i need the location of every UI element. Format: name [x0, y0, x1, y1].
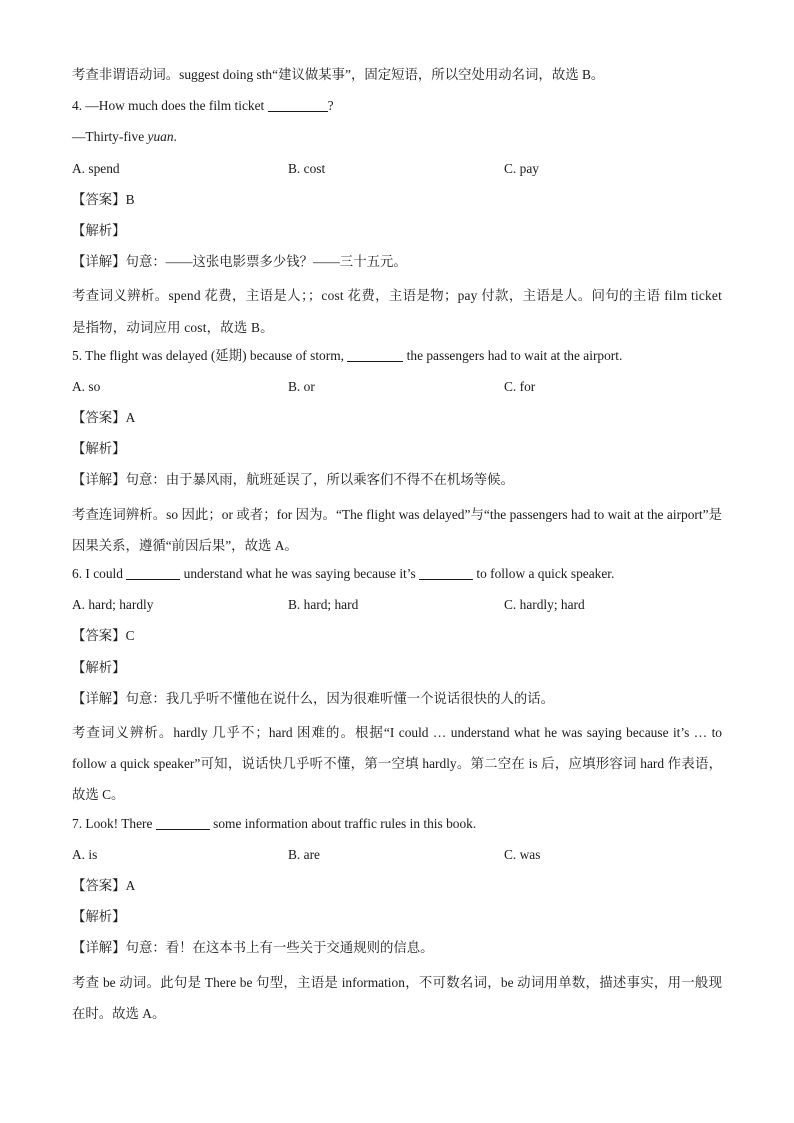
stem-text: 6. I could [72, 566, 127, 582]
stem-text-middle: understand what he was saying because it’s [180, 566, 420, 582]
option-b: B. are [288, 846, 320, 862]
analysis-label: 【解析】 [72, 222, 126, 238]
answer-blank [268, 97, 328, 112]
stem-text-end: to follow a quick speaker. [473, 566, 615, 582]
question-5 [72, 343, 722, 561]
options-row [72, 842, 722, 873]
answer-line [72, 623, 722, 654]
answer-blank [156, 815, 210, 830]
answer-value: C [125, 628, 135, 644]
reply-italic: yuan [147, 129, 174, 145]
option-c: C. hardly; hard [504, 597, 585, 613]
reply-end: . [173, 129, 177, 145]
explanation: 考查 be 动词。此句是 There be 句型，主语是 information，不可数名词，be 动词用单数，描述事实，用一般现在时。故选 A。 [72, 974, 722, 1021]
detail-line: 【详解】句意：——这张电影票多少钱？——三十五元。 [72, 254, 407, 270]
options-row [72, 592, 722, 623]
question-stem [72, 561, 722, 592]
analysis-label: 【解析】 [72, 659, 126, 675]
option-c: C. was [504, 846, 541, 862]
stem-text: 4. —How much does the film ticket [72, 98, 268, 114]
stem-text-end: some information about traffic rules in this book. [209, 815, 477, 831]
option-a: A. spend [72, 160, 120, 176]
answer-blank [347, 347, 403, 362]
answer-value: B [125, 191, 135, 207]
document-page [72, 62, 722, 1029]
answer-blank-2 [419, 565, 473, 580]
answer-label: 【答案】 [72, 628, 126, 644]
option-c: C. for [504, 378, 536, 394]
stem-text: 7. Look! There [72, 815, 156, 831]
answer-blank-1 [126, 565, 180, 580]
answer-label: 【答案】 [72, 410, 126, 426]
intro-explanation: 考查非谓语动词。suggest doing sth“建议做某事”，固定短语，所以空处用动名词，故选 B。 [72, 67, 605, 82]
explanation: 考查连词辨析。so 因此；or 或者；for 因为。“The flight was delayed”与“the passengers had to wait at the airport”是因果关系，遵循“前因后果”，故选 A。 [72, 506, 722, 553]
option-b: B. hard; hard [288, 597, 359, 613]
answer-label: 【答案】 [72, 191, 126, 207]
options-row [72, 374, 722, 405]
question-reply [72, 124, 722, 155]
stem-text: 5. The flight was delayed (延期) because of storm, [72, 347, 348, 363]
question-stem [72, 343, 722, 374]
analysis-label: 【解析】 [72, 441, 126, 457]
explanation: 考查词义辨析。hardly 几乎不；hard 困难的。根据“I could … understand what he was saying because it’s … to follow a quick speaker”可知，说话快几乎听不懂，第一空填 hardly。第二空在 is 后，应填形容词 hard 作表语，故选 C。 [72, 725, 722, 803]
analysis-label: 【解析】 [72, 909, 126, 925]
detail-line: 【详解】句意：由于暴风雨，航班延误了，所以乘客们不得不在机场等候。 [72, 472, 514, 488]
answer-line [72, 187, 722, 218]
reply-text: —Thirty-five [72, 129, 148, 145]
explanation: 考查词义辨析。spend 花费，主语是人；；cost 花费，主语是物；pay 付款，主语是人。问句的主语 film ticket 是指物，动词应用 cost，故选 B。 [72, 288, 722, 335]
answer-label: 【答案】 [72, 877, 126, 893]
option-a: A. so [72, 378, 101, 394]
question-stem [72, 93, 722, 124]
option-a: A. hard; hardly [72, 597, 154, 613]
question-7 [72, 811, 722, 1029]
option-c: C. pay [504, 160, 539, 176]
answer-value: A [125, 877, 136, 893]
option-b: B. or [288, 378, 315, 394]
question-stem [72, 811, 722, 842]
detail-line: 【详解】句意：我几乎听不懂他在说什么，因为很难听懂一个说话很快的人的话。 [72, 690, 555, 706]
option-b: B. cost [288, 160, 326, 176]
detail-line: 【详解】句意：看！在这本书上有一些关于交通规则的信息。 [72, 940, 434, 956]
stem-text-end: the passengers had to wait at the airport. [403, 347, 623, 363]
options-row [72, 156, 722, 187]
answer-line [72, 405, 722, 436]
answer-line [72, 873, 722, 904]
stem-text-end: ? [327, 98, 334, 114]
question-6 [72, 561, 722, 811]
question-4 [72, 93, 722, 343]
answer-value: A [125, 410, 136, 426]
option-a: A. is [72, 846, 98, 862]
